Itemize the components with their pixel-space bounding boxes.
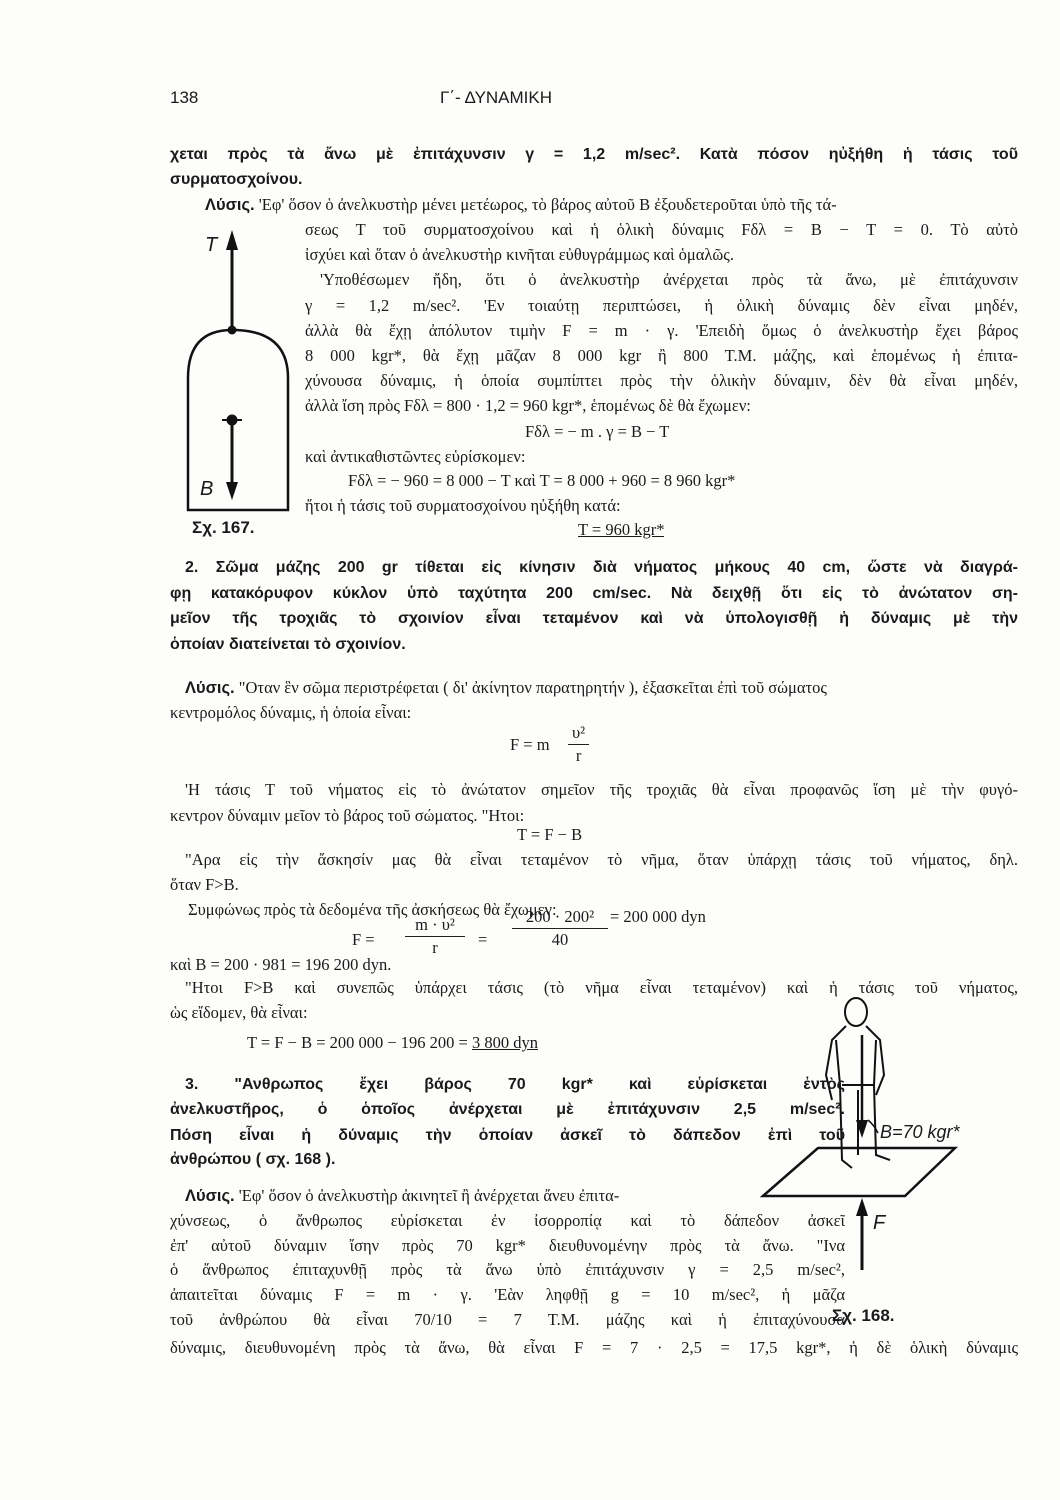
- problem-text: συρματοσχοίνου.: [170, 171, 303, 188]
- running-header: Γ΄- ΔΥΝΑΜΙΚΗ: [440, 88, 553, 107]
- solution-label: Λύσις.: [185, 679, 235, 697]
- solution-text: "Ητοι F>Β καὶ συνεπῶς ὑπάρχει τάσις (τὸ νῆμα εἶναι τεταμένον) καὶ ἡ τάσις τοῦ νήματος,: [185, 978, 1018, 997]
- figure-168-force-label: F: [873, 1212, 886, 1234]
- denominator: r: [575, 746, 582, 765]
- equation: Fδλ = − 960 = 8 000 − Τ καὶ Τ = 8 000 + 960 = 8 960 kgr*: [348, 471, 736, 490]
- solution-line: [185, 676, 1018, 700]
- denominator: r: [432, 938, 438, 957]
- solution-line: [205, 193, 1018, 217]
- solution-text: 8 000 kgr*, θὰ ἔχῃ μᾶζαν 8 000 kgr ἢ 800 Τ.Μ. μάζης, καὶ ἑπομένως ἡ ἐπιτα-: [305, 346, 1018, 365]
- numerator: m · υ²: [405, 914, 465, 937]
- formula-equals: =: [478, 930, 488, 949]
- solution-text: "Οταν ἓν σῶμα περιστρέφεται ( δι' ἀκίνητον παρατηρητήν ), ἐξασκεῖται ἐπὶ τοῦ σώματος: [238, 678, 827, 697]
- figure-168-weight-label: B=70 kgr*: [880, 1122, 960, 1142]
- numerator: 200 · 200²: [512, 906, 608, 929]
- solution-text: χύνουσα δύναμις, ἡ ὁποία συμπίπτει πρὸς τὴν ὁλικὴν δύναμιν, δὲν θὰ εἶναι μηδέν,: [305, 371, 1018, 390]
- solution-text: 'Η τάσις Τ τοῦ νήματος εἰς τὸ ἀνώτατον σημεῖον τῆς τροχιᾶς θὰ εἶναι προφανῶς ἴση μὲ τὴν φυγό-: [185, 780, 1018, 799]
- denominator: 40: [551, 930, 569, 949]
- figure-168-caption: Σχ. 168.: [832, 1306, 895, 1325]
- solution-text: ἤτοι ἡ τάσις τοῦ συρματοσχοίνου ηὐξήθη κατά:: [305, 496, 621, 515]
- formula-lhs: F =: [352, 930, 375, 949]
- solution-line: [185, 1184, 845, 1208]
- equation: Fδλ = − m . γ = Β − Τ: [525, 422, 670, 441]
- solution-text: γ = 1,2 m/sec². 'Εν τοιαύτῃ περιπτώσει, ἡ ὁλικὴ δύναμις δὲν εἶναι μηδέν,: [305, 296, 1018, 315]
- problem-text: φῃ κατακόρυφον κύκλον ὑπὸ ταχύτητα 200 cm/sec. Νὰ δειχθῇ ὅτι εἰς τὸ ἀνώτατον ση-: [170, 585, 1018, 602]
- solution-text: ἀλλὰ ἴση πρὸς Fδλ = 800 · 1,2 = 960 kgr*, ἑπομένως δὲ θὰ ἔχωμεν:: [305, 396, 751, 415]
- solution-text: χύνσεως, ὁ ἄνθρωπος εὑρίσκεται ἐν ἰσορροπίᾳ καὶ τὸ δάπεδον ἀσκεῖ: [170, 1211, 845, 1230]
- formula-fraction-2: [512, 906, 608, 951]
- solution-text: σεως Τ τοῦ συρματοσχοίνου καὶ ἡ ὁλικὴ δύναμις Fδλ = Β − Τ = 0. Τὸ αὐτὸ: [305, 220, 1018, 239]
- result-equation: [247, 1031, 538, 1055]
- problem-text: 3. "Ανθρωπος ἔχει βάρος 70 kgr* καὶ εὑρίσκεται ἐντὸς: [185, 1076, 845, 1093]
- solution-text: "Αρα εἰς τὴν ἄσκησίν μας θὰ εἶναι τεταμένον τὸ νῆμα, ὅταν ὑπάρχῃ τάσις τοῦ νήματος, δηλ.: [185, 850, 1018, 869]
- figure-167-label-b: B: [200, 478, 214, 500]
- problem-text: ἀνελκυστῆρος, ὁ ὁποῖος ἀνέρχεται μὲ ἐπιτάχυνσιν 2,5 m/sec².: [170, 1101, 845, 1118]
- figure-167-elevator: [188, 230, 288, 510]
- solution-text: δύναμις, διευθυνομένη πρὸς τὰ ἄνω, θὰ εἶναι F = 7 · 2,5 = 17,5 kgr*, ἡ δὲ ὁλικὴ δύναμις: [170, 1338, 1018, 1357]
- formula-centripetal-fraction: [568, 722, 589, 767]
- solution-text: ὡς εἴδομεν, θὰ εἶναι:: [170, 1003, 308, 1022]
- numerator: υ²: [568, 722, 589, 745]
- solution-text: Συμφώνως πρὸς τὰ δεδομένα τῆς ἀσκήσεως θὰ ἔχωμεν:: [188, 900, 557, 919]
- equation: Τ = F − Β: [517, 825, 583, 844]
- figure-167-caption: Σχ. 167.: [192, 518, 255, 537]
- solution-text: καὶ Β = 200 · 981 = 196 200 dyn.: [170, 955, 392, 974]
- problem-text: ὁποίαν διατείνεται τὸ σχοινίον.: [170, 636, 406, 653]
- solution-text: ἀλλὰ θὰ ἔχῃ ἀπόλυτον τιμὴν F = m · γ. 'Επειδὴ ὅμως ὁ ἀνελκυστὴρ ἔχει βάρος: [305, 321, 1018, 340]
- result-value: 3 800 dyn: [472, 1033, 538, 1052]
- figure-167-label-t: T: [205, 234, 218, 256]
- solution-label: Λύσις.: [185, 1187, 235, 1205]
- solution-text: ἰσχύει καὶ ὅταν ὁ ἀνελκυστὴρ κινῆται εὐθυγράμμως καὶ ὁμαλῶς.: [305, 245, 734, 264]
- solution-text: τοῦ ἀνθρώπου θὰ εἶναι 70/10 = 7 Τ.Μ. μάζης καὶ ἡ ἐπιταχύνουσα: [170, 1310, 845, 1329]
- page-number: 138: [170, 88, 199, 107]
- solution-text: κεντρον δύναμιν μεῖον τὸ βάρος τοῦ σώματος. "Ητοι:: [170, 806, 525, 825]
- problem-text: ἀνθρώπου ( σχ. 168 ).: [170, 1151, 336, 1168]
- solution-text: 'Εφ' ὅσον ὁ ἀνελκυστὴρ μένει μετέωρος, τὸ βάρος αὐτοῦ Β ἐξουδετεροῦται ὑπὸ τῆς τά-: [258, 195, 837, 214]
- solution-text: ὁ ἄνθρωπος ἐπιταχυνθῇ πρὸς τὰ ἄνω ὑπὸ ἐπιτάχυνσιν γ = 2,5 m/sec²,: [170, 1260, 845, 1279]
- problem-text: μεῖον τῆς τροχιᾶς τὸ σχοινίον εἶναι τεταμένον καὶ νὰ ὑπολογισθῇ ἡ δύναμις μὲ τὴν: [170, 610, 1018, 627]
- solution-text: ὅταν F>Β.: [170, 875, 239, 894]
- result-expression: Τ = F − Β = 200 000 − 196 200 =: [247, 1033, 472, 1052]
- solution-text: ἐπ' αὐτοῦ δύναμιν ἴσην πρὸς 70 kgr* διευθυνομένην πρὸς τὰ ἄνω. "Ινα: [170, 1236, 845, 1255]
- solution-text: κεντρομόλος δύναμις, ἡ ὁποία εἶναι:: [170, 703, 412, 722]
- formula-centripetal-lhs: F = m: [510, 735, 550, 754]
- problem-text: Πόση εἶναι ἡ δύναμις τὴν ὁποίαν ἀσκεῖ τὸ δάπεδον ἐπὶ τοῦ: [170, 1127, 845, 1144]
- solution-text: ἀπαιτεῖται δύναμις F = m · γ. 'Εὰν ληφθῇ g = 10 m/sec², ἡ μᾶζα: [170, 1285, 845, 1304]
- result-equation: Τ = 960 kgr*: [578, 520, 665, 539]
- solution-label: Λύσις.: [205, 196, 255, 214]
- formula-fraction-1: [405, 914, 465, 959]
- problem-text: χεται πρὸς τὰ ἄνω μὲ ἐπιτάχυνσιν γ = 1,2 m/sec². Κατὰ πόσον ηὐξήθη ἡ τάσις τοῦ: [170, 146, 1018, 163]
- solution-text: καὶ ἀντικαθιστῶντες εὑρίσκομεν:: [305, 447, 526, 466]
- solution-text: 'Υποθέσωμεν ἤδη, ὅτι ὁ ἀνελκυστὴρ ἀνέρχεται πρὸς τὰ ἄνω, μὲ ἐπιτάχυνσιν: [320, 270, 1018, 289]
- formula-rhs: = 200 000 dyn: [610, 907, 706, 926]
- problem-text: 2. Σῶμα μάζης 200 gr τίθεται εἰς κίνησιν διὰ νήματος μήκους 40 cm, ὥστε νὰ διαγρά-: [185, 559, 1018, 576]
- solution-text: 'Εφ' ὅσον ὁ ἀνελκυστὴρ ἀκινητεῖ ἢ ἀνέρχεται ἄνευ ἐπιτα-: [238, 1186, 620, 1205]
